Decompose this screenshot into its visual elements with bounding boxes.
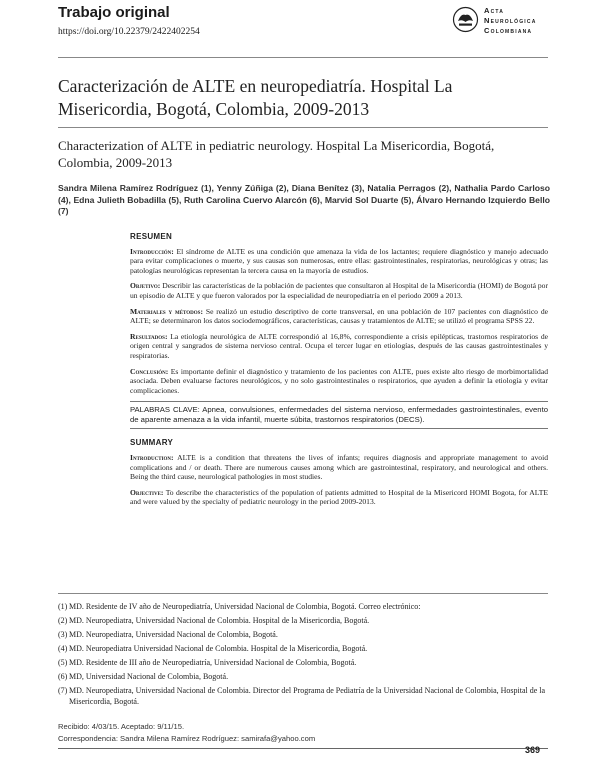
- resumen-methods-text: Se realizó un estudio descriptivo de corte transversal, en una población de 107 pacientes con diagnóstico de ALTE; se determinaron los datos sociodemográficos, características, causas y tratamientos de ALTE; se utilizó el programa SPSS 22.: [130, 306, 548, 326]
- footnote-item: [58, 629, 550, 640]
- footnote-number: (6): [58, 672, 68, 681]
- journal-name-line-2: Neurológica: [484, 16, 537, 25]
- correspondence-line: Correspondencia: Sandra Milena Ramírez Rodríguez: samirafa@yahoo.com: [58, 734, 316, 743]
- footnote-text: MD. Residente de IV año de Neuropediatría, Universidad Nacional de Colombia, Bogotá. Correo electrónico:: [69, 602, 421, 611]
- summary-introduction-text: ALTE is a condition that threatens the lives of infants; requires diagnosis and appropriate management to avoid complications and / or death. There are numerous causes among which are gastrointestinal, respiratory, and neurological and others. Being the third cause, neurological pathologies in most studies.: [130, 452, 548, 482]
- section-label: Trabajo original: [58, 4, 170, 21]
- doi-link[interactable]: https://doi.org/10.22379/2422402254: [58, 27, 200, 37]
- footnote-item: [58, 671, 550, 682]
- title-divider: [58, 127, 548, 128]
- summary-objective-text: To describe the characteristics of the population of patients admitted to Hospital de la Misericord HOMI Bogota, for ALTE and were valued by the specialty of pediatric neurology in the period 2009-2013.: [130, 487, 548, 507]
- footnote-text: MD. Neuropediatra, Universidad Nacional de Colombia. Hospital de la Misericordia, Bogotá.: [69, 616, 370, 625]
- footnote-text: MD, Universidad Nacional de Colombia, Bogotá.: [69, 672, 229, 681]
- footnote-text: MD. Neuropediatra, Universidad Nacional de Colombia, Bogotá.: [69, 630, 278, 639]
- journal-name-line-3: Colombiana: [484, 26, 533, 35]
- summary-introduction-lead: Introduction:: [130, 452, 174, 462]
- journal-logo-icon: [452, 6, 479, 33]
- footnote-number: (1): [58, 602, 68, 611]
- author-list: Sandra Milena Ramírez Rodríguez (1), Yenny Zúñiga (2), Diana Benítez (3), Natalia Perragos (2), Nathalia Pardo Carloso (4), Edna Julieth Bobadilla (5), Ruth Carolina Cuervo Alarcón (6), Marvid Sol Duarte (5), Álvaro Hernando Izquierdo Bello (7): [58, 183, 550, 216]
- abstract-block: [130, 232, 548, 513]
- resumen-heading: RESUMEN: [130, 232, 173, 241]
- footnote-text: MD. Neuropediatra Universidad Nacional de Colombia. Hospital de la Misericordia, Bogotá.: [69, 644, 368, 653]
- footnote-divider: [58, 593, 548, 594]
- footnote-item: [58, 685, 550, 707]
- resumen-objective-lead: Objetivo:: [130, 281, 161, 291]
- summary-objective: [130, 488, 548, 507]
- footer-divider: [58, 748, 548, 749]
- resumen-methods-lead: Materiales y métodos:: [130, 306, 203, 316]
- author-affiliations: [58, 601, 550, 710]
- summary-introduction: [130, 453, 548, 482]
- journal-brand: [452, 6, 537, 36]
- summary-heading: SUMMARY: [130, 438, 174, 448]
- resumen-introduction: [130, 247, 548, 276]
- journal-name-line-1: Acta: [484, 6, 505, 15]
- footnote-item: [58, 601, 550, 612]
- resumen-results: [130, 332, 548, 361]
- resumen-conclusion-lead: Conclusión:: [130, 366, 169, 376]
- summary-objective-lead: Objective:: [130, 487, 164, 497]
- footnote-number: (3): [58, 630, 68, 639]
- footnote-text: MD. Neuropediatra, Universidad Nacional de Colombia. Director del Programa de Pediatría de la Universidad Nacional de Colombia, Hospital de la Misericordia, Bogotá.: [69, 686, 546, 706]
- header-divider: [58, 57, 548, 58]
- resumen-introduction-text: El síndrome de ALTE es una condición que amenaza la vida de los lactantes; requiere diagnóstico y manejo adecuado para evitar complicaciones o muerte, y sus causas son numerosas, entre ellas: gastrointestinales, respiratorias, neurológicas y otras; las patologías neurológicas representan la tercera causa en la mayoría de estudios.: [130, 246, 548, 275]
- page-number: 369: [525, 745, 541, 755]
- resumen-methods: [130, 307, 548, 326]
- article-title-spanish: Caracterización de ALTE en neuropediatría. Hospital La Misericordia, Bogotá, Colombia, 2009-2013: [58, 76, 453, 119]
- footnote-number: (4): [58, 644, 68, 653]
- footnote-number: (7): [58, 686, 68, 695]
- resumen-results-text: La etiología neurológica de ALTE correspondió al 16,8%, correspondiente a crisis epilépticas, trastornos respiratorios de origen central y sangrados de sistema nervioso central. Ocupa el tercer lugar en etiologías, después de las causas gastrointestinales y respiratorias.: [130, 331, 548, 360]
- resumen-objective-text: Describir las características de la población de pacientes que consultaron al Hospital de la Misericordia (HOMI) de Bogotá por un episodio de ALTE y que fueron valorados por la especialidad de neuropediatría en el periodo 2009 a 2013.: [130, 281, 548, 300]
- resumen-conclusion-text: Es importante definir el diagnóstico y tratamiento de los pacientes con ALTE, pues existe alto riesgo de morbimortalidad asociada. Deben evaluarse factores neurológicos, y no solo gastrointestinales o respiratorios, que ayuden a definir la etiología y evitar complicaciones.: [130, 366, 548, 395]
- footnote-item: [58, 643, 550, 654]
- footnote-number: (2): [58, 616, 68, 625]
- footnote-item: [58, 657, 550, 668]
- resumen-introduction-lead: Introducción:: [130, 246, 174, 256]
- footnote-item: [58, 615, 550, 626]
- keywords: PALABRAS CLAVE: Apnea, convulsiones, enfermedades del sistema nervioso, enfermedades gastrointestinales, evento de aparente amenaza a la vida infantil, muerte súbita, trastornos respiratorios (DECS).: [130, 401, 548, 429]
- resumen-conclusion: [130, 367, 548, 396]
- footnote-text: MD. Residente de III año de Neuropediatría, Universidad Nacional de Colombia, Bogotá.: [69, 658, 357, 667]
- resumen-objective: [130, 281, 548, 300]
- footnote-number: (5): [58, 658, 68, 667]
- resumen-results-lead: Resultados:: [130, 331, 168, 341]
- received-accepted-dates: Recibido: 4/03/15. Aceptado: 9/11/15.: [58, 722, 185, 731]
- article-title-english: Characterization of ALTE in pediatric neurology. Hospital La Misericordia, Bogotá, Colombia, 2009-2013: [58, 138, 495, 170]
